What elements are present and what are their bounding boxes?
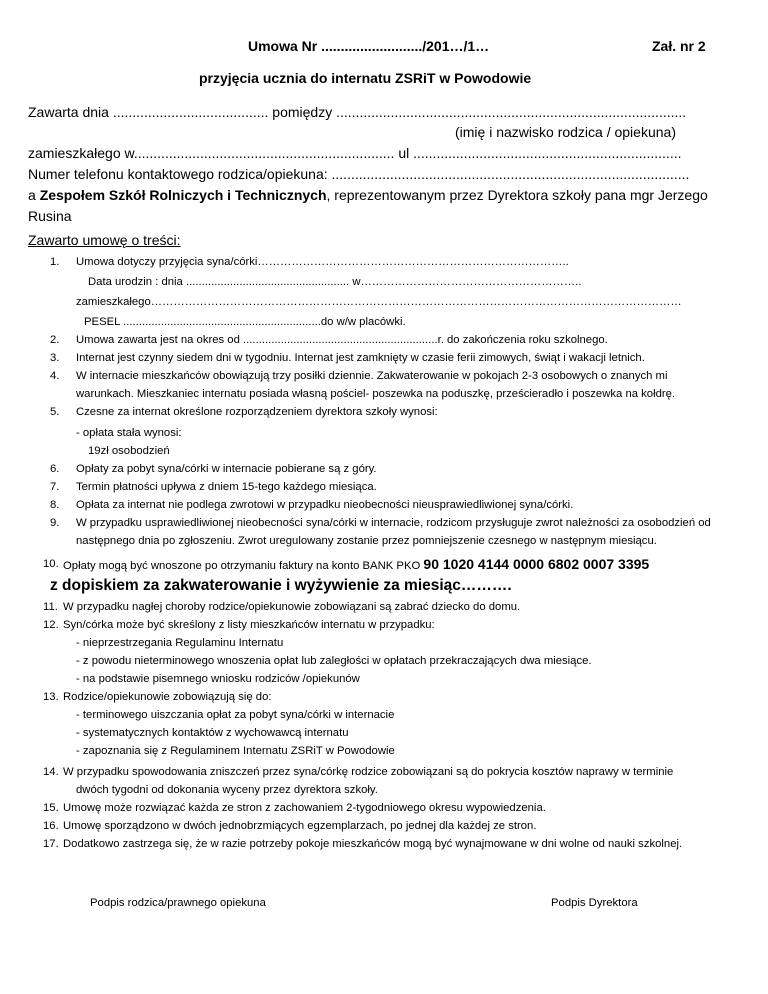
item-number: 1. (50, 256, 60, 268)
item-13: Rodzice/opiekunowie zobowiązują się do: (63, 691, 272, 703)
intro-line-surname: Rusina (28, 208, 72, 224)
item-8: Opłata za internat nie podlega zwrotowi w przypadku nieobecności nieusprawiedliwionej syna/córki. (76, 499, 574, 511)
intro-line-phone: Numer telefonu kontaktowego rodzica/opiekuna: ............................................................................................ (28, 166, 690, 182)
item-number: 11. (43, 601, 58, 613)
item-number: 10. (43, 558, 59, 570)
item-5: Czesne za internat określone rozporządzeniem dyrektora szkoły wynosi: (76, 406, 438, 418)
attachment-number: Zał. nr 2 (652, 38, 706, 54)
item-14-line-2: dwóch tygodni od dokonania wyceny przez dyrektora szkoły. (76, 784, 378, 796)
item-number: 12. (43, 619, 59, 631)
contents-heading: Zawarto umowę o treści: (28, 232, 181, 248)
item-13-c: - zapoznania się z Regulaminem Internatu ZSRiT w Powodowie (76, 745, 395, 757)
item-5-fee: - opłata stała wynosi: (76, 427, 182, 439)
intro-line-date: Zawarta dnia ........................................ pomiędzy .......................................................................................... (28, 104, 687, 120)
item-1-birth: Data urodzin : dnia .................................................... w………………………………………………….. (88, 276, 582, 288)
item-7: Termin płatności upływa z dniem 15-tego każdego miesiąca. (76, 481, 377, 493)
item-17: Dodatkowo zastrzega się, że w razie potrzeby pokoje mieszkańców mogą być wynajmowane w dni wolne od nauki szkolnej. (63, 838, 683, 850)
intro-prefix: a (28, 187, 40, 203)
intro-rest: , reprezentowanym przez Dyrektora szkoły pana mgr Jerzego (326, 187, 708, 203)
document-title: przyjęcia ucznia do internatu ZSRiT w Powodowie (199, 70, 532, 86)
item-12-a: - nieprzestrzegania Regulaminu Internatu (76, 637, 284, 649)
item-number: 6. (50, 463, 60, 475)
item-number: 7. (50, 481, 60, 493)
item-number: 4. (50, 370, 60, 382)
school-name: Zespołem Szkół Rolniczych i Technicznych (39, 187, 327, 203)
item-number: 2. (50, 334, 60, 346)
item-number: 13. (43, 691, 59, 703)
item-number: 16. (43, 820, 59, 832)
item-4-line-1: W internacie mieszkańców obowiązują trzy posiłki dziennie. Zakwaterowanie w pokojach 2-3 osobowych o znanych mi (76, 370, 668, 382)
item-10-note: z dopiskiem za zakwaterowanie i wyżywienie za miesiąc………. (50, 577, 512, 594)
parent-signature-label: Podpis rodzica/prawnego opiekuna (90, 897, 266, 909)
item-number: 9. (50, 517, 60, 529)
item-2: Umowa zawarta jest na okres od ..............................................................r. do zakończenia roku szkolnego. (76, 334, 608, 346)
item-11: W przypadku nagłej choroby rodzice/opiekunowie zobowiązani są zabrać dziecko do domu. (63, 601, 521, 613)
intro-line-school (28, 187, 708, 203)
item-4-line-2: warunkach. Mieszkaniec internatu posiada własną pościel- poszewka na poduszkę, prześcieradło i poszewka na kołdrę. (76, 388, 676, 400)
item-12: Syn/córka może być skreślony z listy mieszkańców internatu w przypadku: (63, 619, 435, 631)
item-number: 15. (43, 802, 59, 814)
item-1-address: zamieszkałego…………………………………………………………………………………………………………………………… (76, 296, 682, 308)
item-1: Umowa dotyczy przyjęcia syna/córki……………………………………………………………………….. (76, 256, 569, 268)
item-13-b: - systematycznych kontaktów z wychowawcą internatu (76, 727, 349, 739)
item-14-line-1: W przypadku spowodowania zniszczeń przez syna/córkę rodzice zobowiązani są do pokrycia kosztów naprawy w terminie (63, 766, 674, 778)
contract-number: Umowa Nr ........................../201…/1… (248, 38, 490, 54)
item-13-a: - terminowego uiszczania opłat za pobyt syna/córki w internacie (76, 709, 395, 721)
item-12-c: - na podstawie pisemnego wniosku rodziców /opiekunów (76, 673, 360, 685)
item-number: 8. (50, 499, 60, 511)
item-number: 14. (43, 766, 59, 778)
item-3: Internat jest czynny siedem dni w tygodniu. Internat jest zamknięty w czasie ferii zimowych, świąt i wakacji letnich. (76, 352, 645, 364)
item-9-line-1: W przypadku usprawiedliwionej nieobecności syna/córki w internacie, rodzicom przysługuje zwrot należności za osobodzień od (76, 517, 711, 529)
item-number: 3. (50, 352, 60, 364)
item-10 (63, 556, 649, 572)
intro-line-address: zamieszkałego w................................................................... ul ..................................................................... (28, 145, 682, 161)
item-6: Opłaty za pobyt syna/córki w internacie pobierane są z góry. (76, 463, 377, 475)
director-signature-label: Podpis Dyrektora (551, 897, 638, 909)
item-number: 17. (43, 838, 59, 850)
item-9-line-2: następnego dnia po zgłoszeniu. Zwrot uregulowany zostanie przez pomniejszenie czesnego w następnym miesiącu. (76, 535, 657, 547)
item-number: 5. (50, 406, 60, 418)
item-16: Umowę sporządzono w dwóch jednobrzmiących egzemplarzach, po jednej dla każdej ze stron. (63, 820, 537, 832)
item-10-text: Opłaty mogą być wnoszone po otrzymaniu faktury na konto BANK PKO (63, 560, 424, 572)
item-15: Umowę może rozwiązać każda ze stron z zachowaniem 2-tygodniowego okresu wypowiedzenia. (63, 802, 546, 814)
item-5-amount: 19zł osobodzień (88, 445, 170, 457)
bank-account-number: 90 1020 4144 0000 6802 0007 3395 (423, 556, 650, 572)
item-12-b: - z powodu nieterminowego wnoszenia opłat lub zaległości w opłatach przekraczających dwa miesiące. (76, 655, 592, 667)
intro-caption: (imię i nazwisko rodzica / opiekuna) (455, 124, 676, 140)
item-1-pesel: PESEL ...............................................................do w/w placówki. (84, 316, 406, 328)
